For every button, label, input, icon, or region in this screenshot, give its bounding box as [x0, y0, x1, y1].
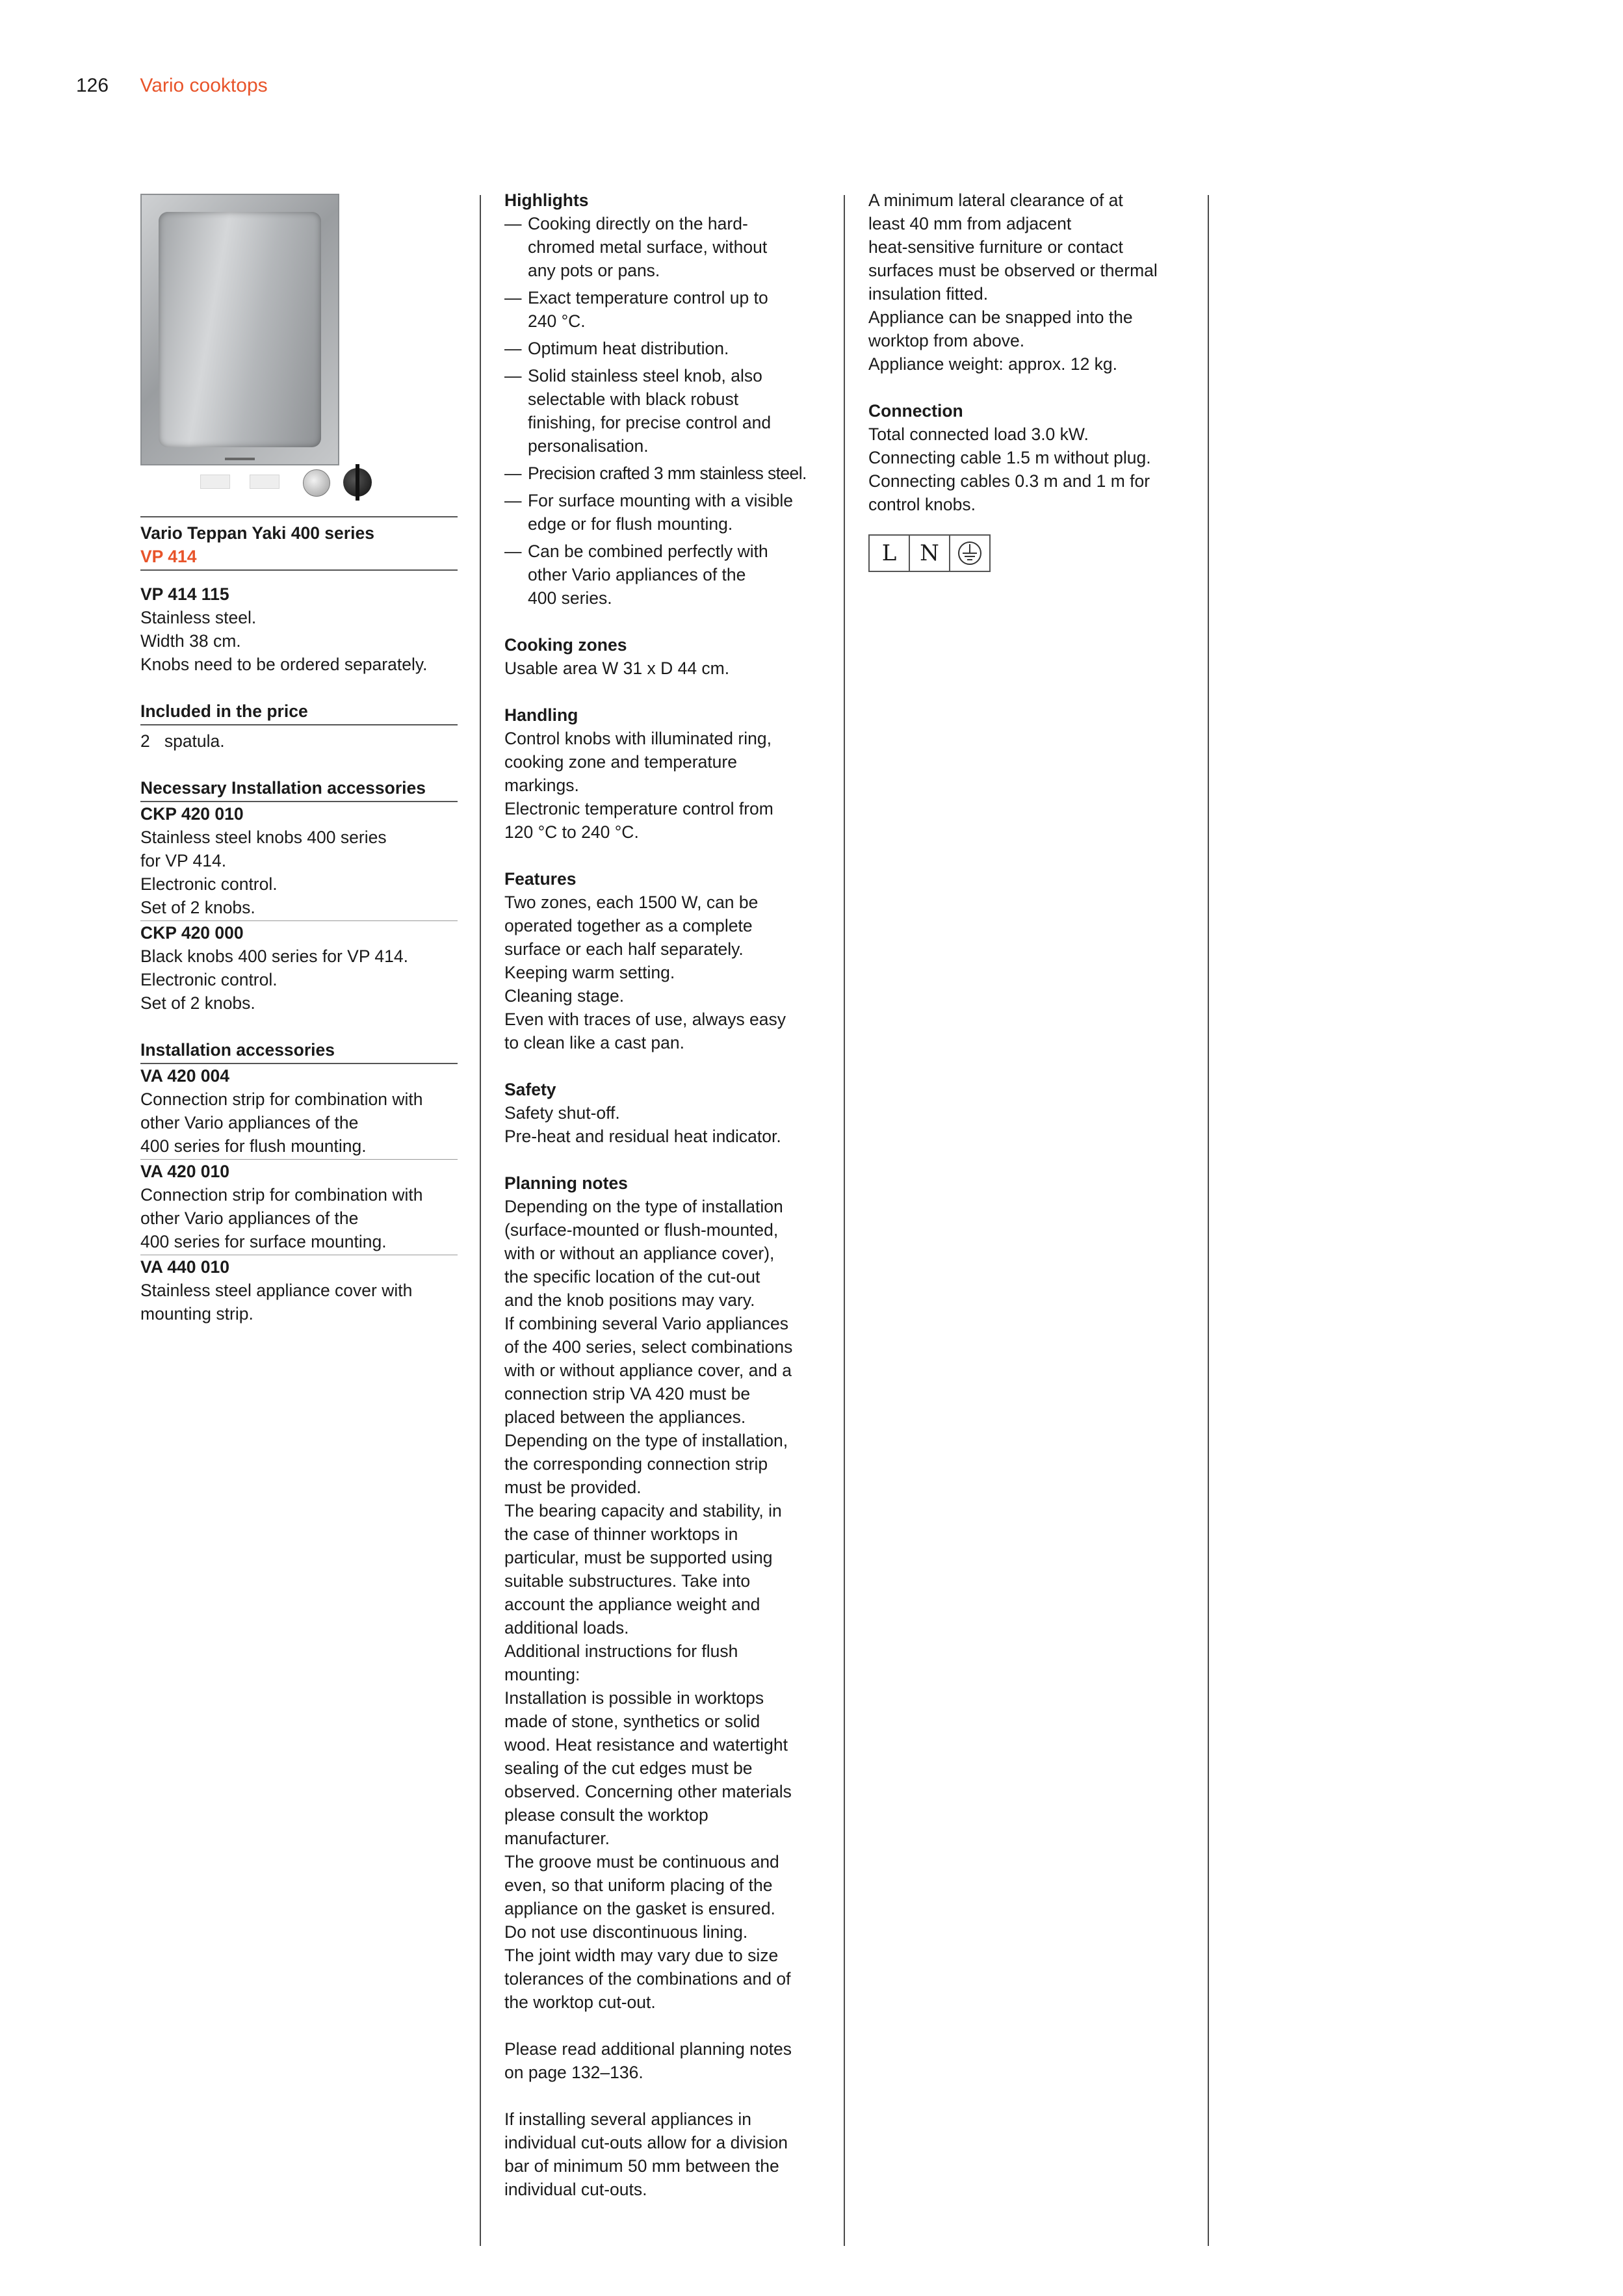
accessory-code: VA 440 010 — [140, 1257, 230, 1277]
cooking-zones-title: Cooking zones — [504, 635, 627, 655]
text-line: Electronic temperature control from — [504, 799, 773, 818]
text-line: cooking zone and temperature — [504, 752, 737, 772]
necessary-accessories-title: Necessary Installation accessories — [140, 778, 426, 798]
accessory-line: Set of 2 knobs. — [140, 898, 255, 917]
column-divider — [480, 195, 481, 2246]
accessory-line: Stainless steel knobs 400 series — [140, 828, 387, 847]
planning-note: If installing several appliances in individual cut-outs allow for a division bar of minimum 50 mm between the individual cut-outs. — [504, 2109, 788, 2199]
accessory-line: other Vario appliances of the — [140, 1113, 359, 1132]
teppan-yaki-plate-image — [140, 194, 339, 465]
connection-strip-image — [250, 475, 279, 489]
list-item: — Cooking directly on the hard- chromed metal surface, without any pots or pans. — [504, 212, 823, 282]
text-line: surface or each half separately. — [504, 939, 744, 959]
safety-title: Safety — [504, 1080, 556, 1099]
text-line: Pre-heat and residual heat indicator. — [504, 1127, 781, 1146]
page-number: 126 — [76, 75, 109, 96]
section-title: Vario cooktops — [140, 75, 268, 96]
installation-accessories-title: Installation accessories — [140, 1040, 335, 1060]
column-installation — [868, 189, 1193, 572]
accessory-code: CKP 420 010 — [140, 804, 244, 824]
installation-text: A minimum lateral clearance of at least 40 mm from adjacent heat-sensitive furniture or contact surfaces must be observed or thermal insulation fitted. Appliance can be snapped into the worktop from above. Appliance weight: approx. 12 kg. — [868, 190, 1158, 374]
product-series-title: Vario Teppan Yaki 400 series — [140, 523, 374, 543]
accessory-line: 400 series for flush mounting. — [140, 1136, 367, 1156]
text-line: to clean like a cast pan. — [504, 1033, 684, 1052]
text-line: 120 °C to 240 °C. — [504, 822, 639, 842]
connection-strip-image — [200, 475, 230, 489]
accessory-code: VA 420 010 — [140, 1162, 230, 1181]
accessory-line: Set of 2 knobs. — [140, 993, 255, 1013]
product-image — [140, 189, 458, 501]
planning-notes-body: Depending on the type of installation (surface-mounted or flush-mounted, with or without an appliance cover), the specific location of the cut-out and the knob positions may vary. If combining several Vario appliances of the 400 series, select combinations with or without appliance cover, and a connection strip VA 420 must be placed between the appliances. Depending on the type of installation, the corresponding connection strip must be provided. The bearing capacity and stability, in the case of thinner worktops in particular, must be supported using suitable substructures. Take into account the appliance weight and additional loads. Additional instructions for flush mounting: Installation is possible in worktops made of stone, synthetics or solid wood. Heat resistance and watertight sealing of the cut edges must be observed. Concerning other materials please consult the worktop manufacturer. The groove must be continuous and even, so that uniform placing of the appliance on the gasket is ensured. Do not use discontinuous lining. The joint width may vary due to size tolerances of the combinations and of the worktop cut-out. — [504, 1197, 793, 2012]
live-symbol: L — [868, 534, 910, 572]
text-line: Even with traces of use, always easy — [504, 1010, 786, 1029]
list-item: — Can be combined perfectly with other Vario appliances of the 400 series. — [504, 540, 823, 610]
text-line: Safety shut-off. — [504, 1103, 620, 1123]
planning-notes-title: Planning notes — [504, 1173, 628, 1193]
neutral-symbol: N — [909, 534, 950, 572]
planning-note: Please read additional planning notes on page 132–136. — [504, 2039, 792, 2082]
text-line: Control knobs with illuminated ring, — [504, 729, 772, 748]
accessory-line: Stainless steel appliance cover with — [140, 1281, 413, 1300]
earth-ground-icon — [949, 534, 991, 572]
list-item: — Exact temperature control up to 240 °C. — [504, 286, 823, 333]
highlights-title: Highlights — [504, 190, 589, 210]
connection-text: Total connected load 3.0 kW. Connecting cable 1.5 m without plug. Connecting cables 0.3 m and 1 m for control knobs. — [868, 424, 1151, 514]
product-model-short: VP 414 — [140, 547, 197, 566]
list-item: — For surface mounting with a visible edge or for flush mounting. — [504, 489, 823, 536]
text-line: Cleaning stage. — [504, 986, 625, 1006]
black-knob-image — [343, 468, 372, 497]
connection-title: Connection — [868, 401, 963, 421]
accessory-line: 400 series for surface mounting. — [140, 1232, 387, 1251]
column-description — [504, 189, 823, 2201]
list-item: — Solid stainless steel knob, also selectable with black robust finishing, for precise control and personalisation. — [504, 364, 823, 458]
stainless-knob-image — [303, 469, 330, 497]
page-header — [76, 73, 268, 99]
included-title: Included in the price — [140, 701, 308, 721]
column-product — [140, 189, 458, 1325]
accessory-code: VA 420 004 — [140, 1066, 230, 1086]
accessory-line: Electronic control. — [140, 970, 278, 989]
list-item: — Precision crafted 3 mm stainless steel. — [504, 462, 823, 485]
accessory-code: CKP 420 000 — [140, 923, 244, 943]
text-line: markings. — [504, 776, 579, 795]
connection-symbols — [868, 534, 1193, 572]
highlights-list — [504, 212, 823, 610]
accessory-line: Black knobs 400 series for VP 414. — [140, 946, 408, 966]
spec-line: Knobs need to be ordered separately. — [140, 655, 428, 674]
included-item: 2 spatula. — [140, 731, 225, 751]
features-title: Features — [504, 869, 577, 889]
accessory-line: for VP 414. — [140, 851, 227, 870]
handling-title: Handling — [504, 705, 578, 725]
spec-line: Width 38 cm. — [140, 631, 241, 651]
product-model-full: VP 414 115 — [140, 584, 229, 604]
column-divider — [844, 195, 845, 2246]
accessory-line: other Vario appliances of the — [140, 1208, 359, 1228]
column-divider — [1208, 195, 1209, 2246]
spec-line: Stainless steel. — [140, 608, 257, 627]
accessory-line: mounting strip. — [140, 1304, 253, 1324]
text-line: operated together as a complete — [504, 916, 753, 935]
text-line: Usable area W 31 x D 44 cm. — [504, 659, 730, 678]
text-line: Two zones, each 1500 W, can be — [504, 893, 759, 912]
list-item: — Optimum heat distribution. — [504, 337, 823, 360]
text-line: Keeping warm setting. — [504, 963, 675, 982]
accessory-line: Connection strip for combination with — [140, 1089, 423, 1109]
accessory-line: Electronic control. — [140, 874, 278, 894]
accessory-line: Connection strip for combination with — [140, 1185, 423, 1205]
